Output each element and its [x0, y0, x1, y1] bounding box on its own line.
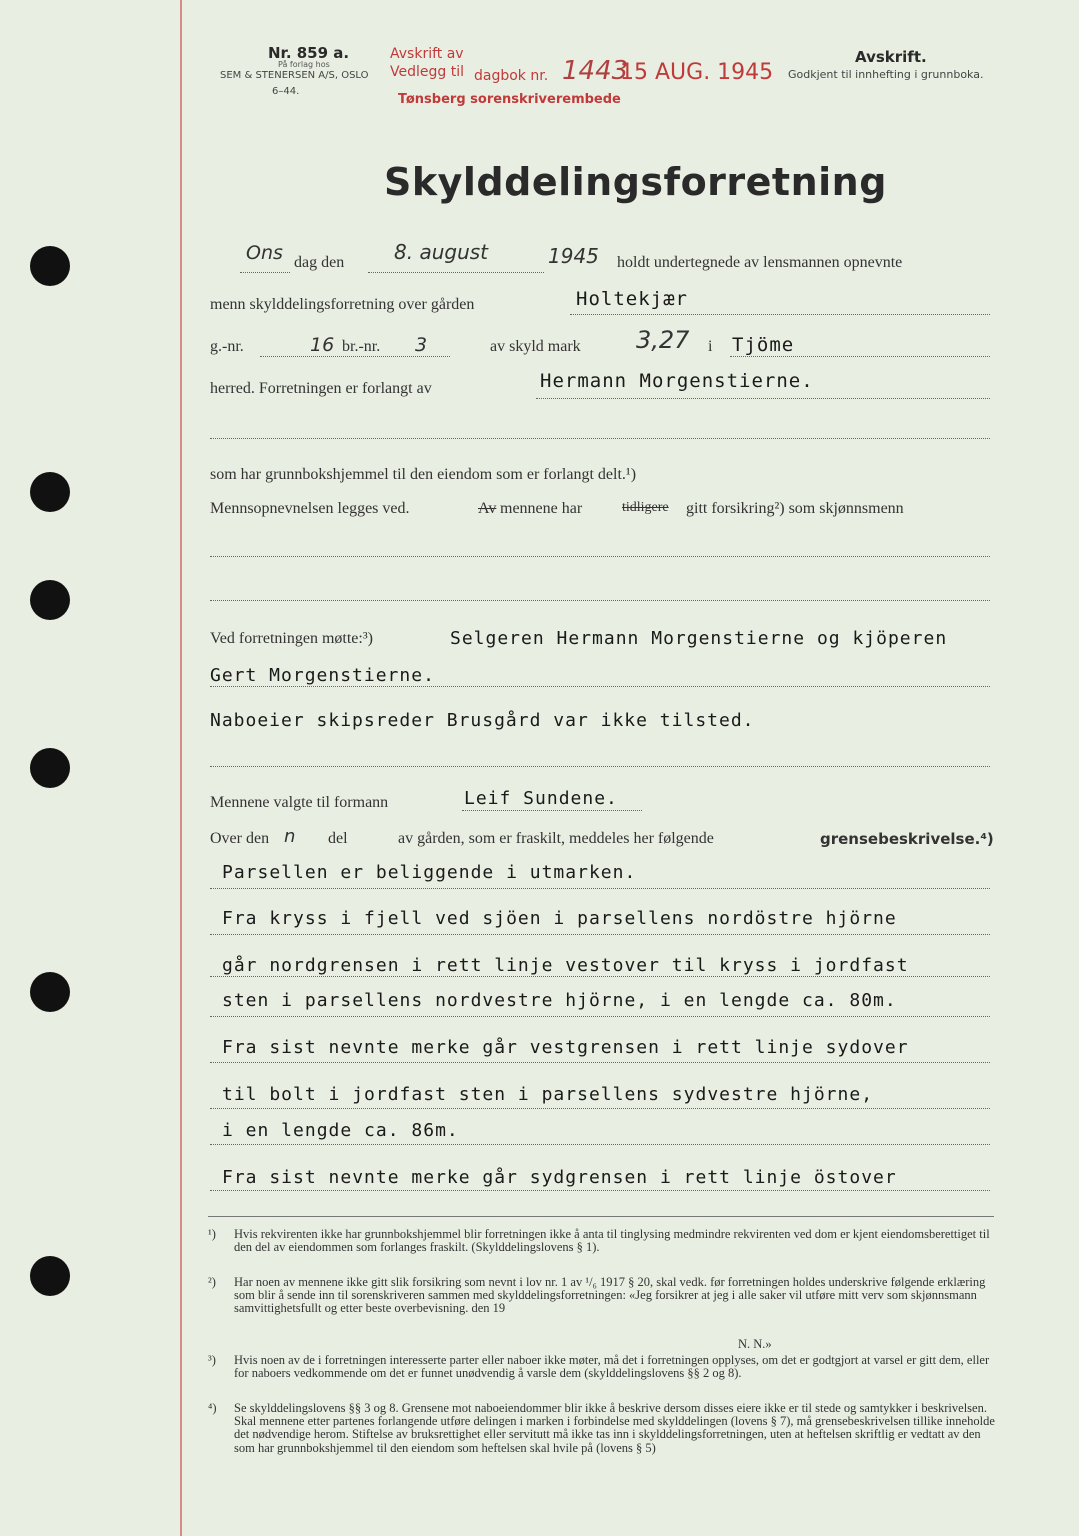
- avskrift-title: Avskrift.: [855, 48, 927, 66]
- footnote-text: Se skylddelingslovens §§ 3 og 8. Grensene mot naboeiendommer blir ikke å beskrive dersom disses eiere ikke er til stede og samtykker i beskrivelsen. Skal mennene etter partenes forlangende utføre delingen i marken i forbindelse med skylddelingen (lovens § 7), må grensebeskrivelsen tillike inneholde det nødvendige herom. Stiftelse av bruksrettighet eller servitutt må ikke tas inn i skylddelingsforretningen, uten at heftelsen skriftlig er vedtatt av den som har grunnbokshjemmel til den eiendom som heftelsen skal hvile på (lovens § 5): [234, 1401, 995, 1455]
- footnote: [738, 1338, 838, 1351]
- formann: Leif Sundene.: [464, 788, 618, 809]
- dagbok-label: dagbok nr.: [474, 68, 549, 84]
- date: 8. august: [394, 240, 489, 264]
- struck-text: Av: [478, 500, 497, 517]
- attendance-line: Selgeren Hermann Morgenstierne og kjöperen: [450, 628, 948, 649]
- description-line: i en lengde ca. 86m.: [222, 1120, 459, 1141]
- grensebeskrivelse-label: grensebeskrivelse.⁴): [820, 830, 994, 848]
- struck-text: tidligere: [622, 500, 669, 515]
- dotted-rule: [210, 600, 990, 601]
- form-number: Nr. 859 a.: [268, 44, 350, 62]
- garden-text: av gården, som er fraskilt, meddeles her følgende: [398, 830, 714, 847]
- formann-label: Mennene valgte til formann: [210, 794, 389, 811]
- del-label: del: [328, 830, 348, 847]
- weekday: Ons: [246, 242, 283, 264]
- footnote: [208, 1228, 998, 1254]
- dotted-rule: [210, 438, 990, 439]
- dotted-rule: [210, 686, 990, 687]
- den-suffix: n: [284, 826, 296, 847]
- skyld-label: av skyld mark: [490, 338, 581, 355]
- dagbok-date: 15 AUG. 1945: [620, 60, 774, 85]
- dotted-rule: [210, 934, 990, 935]
- holdt-label: holdt undertegnede av lensmannen opnevnte: [617, 254, 903, 271]
- stamp-office: Tønsberg sorenskriverembede: [398, 92, 621, 107]
- publisher-line-2: SEM & STENERSEN A/S, OSLO: [220, 70, 369, 81]
- dotted-rule: [536, 398, 990, 399]
- avskrift-note: Godkjent til innhefting i grunnboka.: [788, 68, 984, 81]
- description-line: Parsellen er beliggende i utmarken.: [222, 862, 637, 883]
- dotted-rule: [240, 272, 290, 273]
- punch-hole: [30, 972, 70, 1012]
- stamp-line-1: Avskrift av: [390, 46, 464, 62]
- punch-hole: [30, 748, 70, 788]
- description-line: sten i parsellens nordvestre hjörne, i en lengde ca. 80m.: [222, 990, 897, 1011]
- attendance-line: Gert Morgenstierne.: [210, 665, 435, 686]
- dotted-rule: [570, 314, 990, 315]
- description-line: Fra sist nevnte merke går sydgrensen i rett linje östover: [222, 1167, 897, 1188]
- footnote-separator: [208, 1216, 994, 1217]
- footnote-mark: ²): [208, 1275, 216, 1289]
- grunnbok-text: som har grunnbokshjemmel til den eiendom som er forlangt delt.¹): [210, 466, 637, 483]
- dotted-rule: [368, 272, 544, 273]
- dagbok-number: 1443: [562, 56, 629, 86]
- dotted-rule: [462, 810, 642, 811]
- dotted-rule: [210, 1016, 990, 1017]
- farm-name: Holtekjær: [576, 288, 688, 310]
- publisher-line-1: På forlag hos: [278, 60, 330, 69]
- footnote: [208, 1354, 998, 1380]
- punch-hole: [30, 1256, 70, 1296]
- dotted-rule: [210, 556, 990, 557]
- herred-label: herred. Forretningen er forlangt av: [210, 380, 432, 397]
- year: 1945: [548, 244, 599, 268]
- footnote-mark: ³): [208, 1353, 216, 1367]
- stamp-line-2: Vedlegg til: [390, 64, 464, 80]
- publisher-date: 6–44.: [272, 86, 300, 97]
- footnote-text: Har noen av mennene ikke gitt slik forsikring som nevnt i lov nr. 1 av ¹/₆ 1917 § 20, skal vedk. før forretningen holdes underskrive følgende erklæring som blir å sende inn til sorenskriveren sammen med skylddelingsforretningen: «Jeg forsikrer at jeg i alle saker vil utføre mitt verv som skjønnsmann samvittighetsfullt og etter beste overbevisning. den 19: [234, 1275, 986, 1316]
- margin-line: [180, 0, 182, 1536]
- page-title: Skylddelingsforretning: [384, 160, 887, 204]
- requested-by: Hermann Morgenstierne.: [540, 370, 814, 392]
- skyld-value: 3,27: [636, 326, 690, 354]
- footnote-mark: ⁴): [208, 1401, 217, 1415]
- i-label: i: [708, 338, 713, 355]
- mennene-text: mennene har: [500, 500, 583, 517]
- punch-hole: [30, 472, 70, 512]
- dotted-rule: [730, 356, 990, 357]
- dotted-rule: [210, 1062, 990, 1063]
- dotted-rule: [210, 976, 990, 977]
- description-line: Fra kryss i fjell ved sjöen i parsellens nordöstre hjörne: [222, 908, 897, 929]
- dotted-rule: [210, 1108, 990, 1109]
- gnr-label: g.-nr.: [210, 338, 244, 355]
- punch-hole: [30, 246, 70, 286]
- dotted-rule: [210, 1144, 990, 1145]
- footnote: [208, 1276, 998, 1316]
- description-line: Fra sist nevnte merke går vestgrensen i rett linje sydover: [222, 1037, 909, 1058]
- footnote-text: Hvis rekvirenten ikke har grunnbokshjemmel blir forretningen ikke å anta til tinglysing medmindre rekvirenten ved dom er kjent eiendomsberettiget til den del av eiendommen som forlanges fraskilt. (Skylddelingslovens § 1).: [234, 1227, 990, 1255]
- brnr-label: br.-nr.: [342, 338, 381, 355]
- punch-hole: [30, 580, 70, 620]
- menn-label: menn skylddelingsforretning over gården: [210, 296, 475, 313]
- dotted-rule: [210, 1190, 990, 1191]
- municipality: Tjöme: [732, 334, 795, 356]
- footnote-mark: ¹): [208, 1227, 216, 1241]
- over-den-label: Over den: [210, 830, 270, 847]
- attendance-line: Naboeier skipsreder Brusgård var ikke tilsted.: [210, 710, 755, 731]
- dag-den-label: dag den: [294, 254, 345, 271]
- dotted-rule: [260, 356, 450, 357]
- dotted-rule: [210, 766, 990, 767]
- ved-label: Ved forretningen møtte:³): [210, 630, 373, 647]
- gnr-value: 16: [310, 334, 335, 356]
- brnr-value: 3: [415, 334, 428, 356]
- description-line: til bolt i jordfast sten i parsellens sydvestre hjörne,: [222, 1084, 874, 1105]
- footnote-signature: N. N.»: [738, 1337, 772, 1351]
- footnote-text: Hvis noen av de i forretningen interesserte parter eller naboer ikke møter, må det i forretningen opplyses, om det er godtgjort at varsel er gitt dem, eller for naboers vedkommende om det er funnet unødvendig å varsle dem (skylddelingslovens §§ 2 og 8).: [234, 1353, 990, 1381]
- footnote: [208, 1402, 998, 1455]
- description-line: går nordgrensen i rett linje vestover til kryss i jordfast: [222, 955, 909, 976]
- mennsopnevnelsen-text: Mennsopnevnelsen legges ved.: [210, 500, 410, 517]
- dotted-rule: [210, 888, 990, 889]
- forsikring-text: gitt forsikring²) som skjønnsmenn: [686, 500, 904, 517]
